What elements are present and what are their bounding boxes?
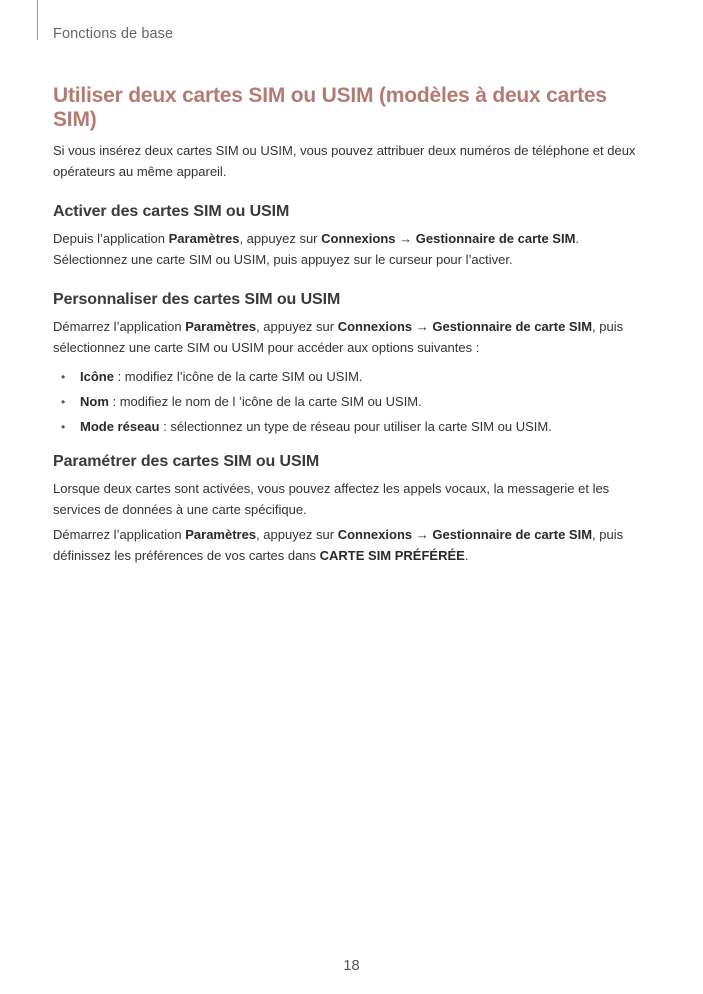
intro-paragraph: Si vous insérez deux cartes SIM ou USIM, vous pouvez attribuer deux numéros de téléphone et deux opérateurs au même appareil. bbox=[53, 143, 636, 179]
section-heading-activate: Activer des cartes SIM ou USIM bbox=[53, 203, 290, 220]
section-heading-settings: Paramétrer des cartes SIM ou USIM bbox=[53, 453, 320, 470]
customize-paragraph: Démarrez l’application Paramètres, appuyez sur Connexions → Gestionnaire de carte SIM, puis sélectionnez une carte SIM ou USIM pour accéder aux options suivantes : bbox=[53, 319, 624, 355]
connections-menu: Connexions bbox=[321, 231, 396, 246]
sim-manager-menu: Gestionnaire de carte SIM bbox=[432, 527, 593, 542]
page-number: 18 bbox=[343, 958, 360, 974]
bullet-dot-icon: • bbox=[61, 370, 66, 384]
settings-app-name: Paramètres bbox=[185, 527, 257, 542]
header-section-label: Fonctions de base bbox=[53, 26, 174, 42]
list-item-icon-option: • Icône : modifiez l’icône de la carte SIM ou USIM. bbox=[53, 367, 653, 387]
sim-manager-menu: Gestionnaire de carte SIM bbox=[415, 231, 576, 246]
bullet-dot-icon: • bbox=[61, 395, 66, 409]
page-title: Utiliser deux cartes SIM ou USIM (modèles à deux cartes SIM) bbox=[53, 84, 607, 131]
header-rule bbox=[37, 0, 38, 40]
preferred-sim-label: CARTE SIM PRÉFÉRÉE bbox=[319, 547, 465, 563]
bullet-dot-icon: • bbox=[61, 420, 66, 434]
connections-menu: Connexions bbox=[337, 319, 413, 334]
arrow-glyph: → bbox=[395, 231, 416, 246]
list-item-network-mode-option: • Mode réseau : sélectionnez un type de réseau pour utiliser la carte SIM ou USIM. bbox=[53, 417, 653, 437]
section-settings bbox=[53, 453, 653, 566]
arrow-glyph: → bbox=[412, 319, 433, 334]
sim-manager-menu: Gestionnaire de carte SIM bbox=[432, 319, 593, 334]
arrow-glyph: → bbox=[412, 527, 433, 542]
options-list bbox=[53, 367, 653, 437]
section-activate bbox=[53, 203, 653, 270]
settings-app-name: Paramètres bbox=[185, 319, 257, 334]
settings-paragraph-2: Démarrez l’application Paramètres, appuyez sur Connexions → Gestionnaire de carte SIM, puis définissez les préférences de vos cartes dans CARTE SIM PRÉFÉRÉE. bbox=[53, 527, 624, 563]
list-item-name-option: • Nom : modifiez le nom de l ’icône de la carte SIM ou USIM. bbox=[53, 392, 653, 412]
activate-paragraph: Depuis l’application Paramètres, appuyez sur Connexions → Gestionnaire de carte SIM. Sélectionnez une carte SIM ou USIM, puis appuyez sur le curseur pour l’activer. bbox=[53, 231, 580, 267]
settings-paragraph-1: Lorsque deux cartes sont activées, vous pouvez affectez les appels vocaux, la messagerie et les services de données à une carte spécifique. bbox=[53, 481, 610, 517]
section-customize bbox=[53, 291, 653, 437]
connections-menu: Connexions bbox=[337, 527, 413, 542]
section-heading-customize: Personnaliser des cartes SIM ou USIM bbox=[53, 291, 341, 308]
page-content bbox=[53, 84, 653, 571]
settings-app-name: Paramètres bbox=[168, 231, 240, 246]
